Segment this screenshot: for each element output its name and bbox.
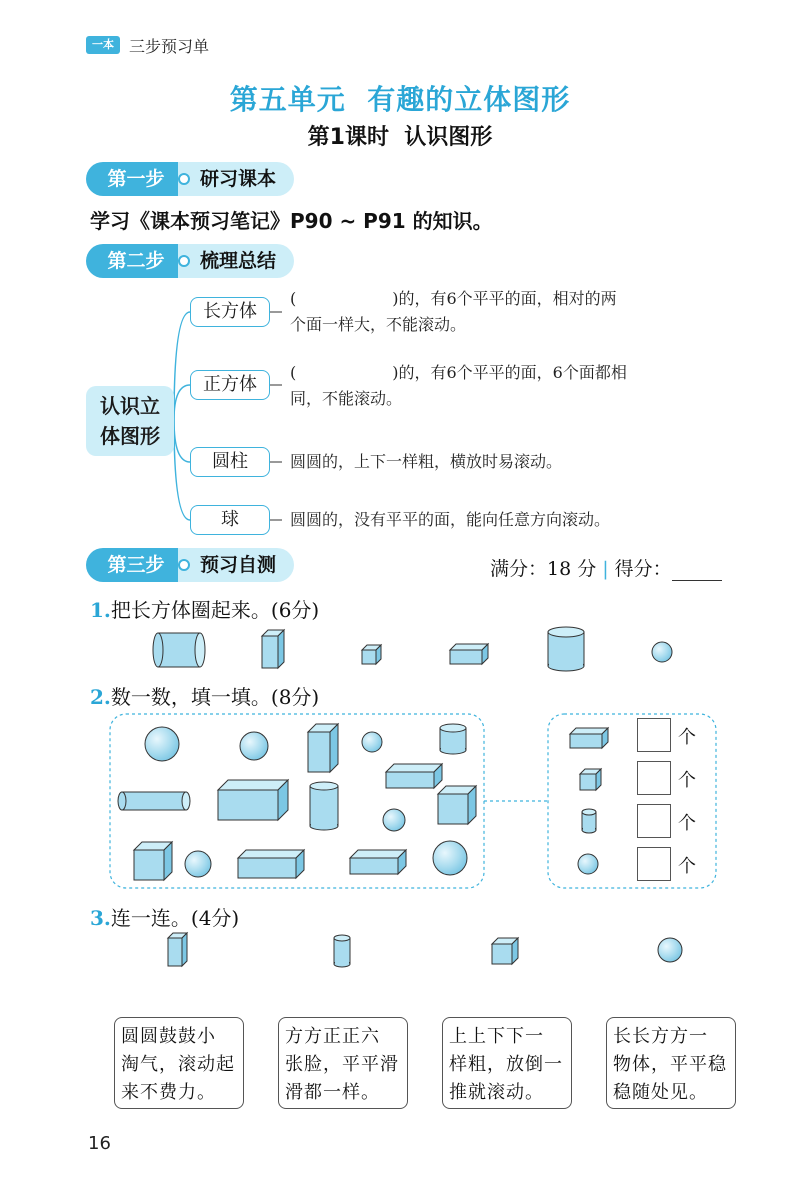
q3-title: 3.连一连。(4分) bbox=[90, 906, 240, 930]
study-instruction: 学习《课本预习笔记》P90 ~ P91 的知识。 bbox=[90, 209, 493, 233]
lesson-title: 第1课时 认识图形 bbox=[307, 125, 493, 150]
q1-cylinder-upright[interactable] bbox=[548, 627, 584, 671]
count-cylinder-input[interactable] bbox=[637, 804, 671, 838]
node-sphere: 球 bbox=[190, 505, 270, 535]
q1-cuboid-tall[interactable] bbox=[262, 630, 284, 668]
q3-cuboid-tall[interactable] bbox=[168, 933, 187, 966]
node-cuboid-desc: ( )的，有6个平平的面，相对的两 个面一样大，不能滚动。 bbox=[290, 289, 617, 334]
step1-name: 研习课本 bbox=[178, 162, 294, 196]
step1-tag: 第一步 bbox=[86, 162, 186, 196]
q1-cylinder-horizontal[interactable] bbox=[153, 633, 205, 667]
q3-sphere[interactable] bbox=[658, 938, 682, 962]
q2-title: 2.数一数，填一填。(8分) bbox=[90, 685, 320, 709]
q2-cuboid-flat bbox=[386, 764, 442, 788]
q2-sphere bbox=[185, 851, 211, 877]
node-sphere-desc: 圆圆的，没有平平的面，能向任意方向滚动。 bbox=[290, 510, 611, 529]
q2-cuboid-long bbox=[238, 850, 304, 878]
legend-sphere bbox=[578, 854, 598, 874]
step-dot-icon bbox=[178, 173, 190, 185]
step3-tag: 第三步 bbox=[86, 548, 186, 582]
q2-cuboid-tall bbox=[308, 724, 338, 772]
unit-label: 个 bbox=[678, 856, 696, 877]
node-cube-desc: ( )的，有6个平平的面，6个面都相 同，不能滚动。 bbox=[290, 363, 627, 408]
unit-label: 个 bbox=[678, 770, 696, 791]
rhyme-card-cuboid[interactable]: 长长方方一 物体，平平稳 稳随处见。 bbox=[606, 1017, 736, 1109]
node-cuboid: 长方体 bbox=[190, 297, 270, 327]
rhyme-card-cylinder[interactable]: 上上下下一 样粗，放倒一 推就滚动。 bbox=[442, 1017, 572, 1109]
q2-sphere bbox=[145, 727, 179, 761]
q2-cuboid-flat bbox=[350, 850, 406, 874]
q2-cuboid-large bbox=[218, 780, 288, 820]
got-score-label: 得分： bbox=[614, 558, 672, 580]
q1-sphere[interactable] bbox=[652, 642, 672, 662]
q1-title: 1.把长方体圈起来。(6分) bbox=[90, 598, 320, 622]
q2-cylinder bbox=[440, 724, 466, 754]
step-dot-icon bbox=[178, 559, 190, 571]
rhyme-card-sphere[interactable]: 圆圆鼓鼓小 淘气，滚动起 来不费力。 bbox=[114, 1017, 244, 1109]
legend-cube bbox=[580, 769, 601, 790]
brand-badge: 一本 bbox=[86, 36, 120, 54]
q3-cube[interactable] bbox=[492, 938, 518, 964]
full-score: 满分：18 分 bbox=[490, 558, 597, 580]
step3-name: 预习自测 bbox=[178, 548, 294, 582]
node-cylinder: 圆柱 bbox=[190, 447, 270, 477]
root-line2: 体图形 bbox=[100, 424, 160, 448]
root-line1: 认识立 bbox=[100, 394, 160, 418]
q3-cylinder[interactable] bbox=[334, 935, 350, 967]
node-cylinder-desc: 圆圆的，上下一样粗，横放时易滚动。 bbox=[290, 452, 563, 471]
q2-cylinder-horizontal bbox=[118, 792, 190, 810]
q3-shapes bbox=[140, 928, 700, 974]
count-sphere-input[interactable] bbox=[637, 847, 671, 881]
q2-sphere bbox=[433, 841, 467, 875]
legend-cuboid bbox=[570, 728, 608, 748]
page-number: 16 bbox=[88, 1133, 111, 1154]
q1-shapes bbox=[140, 622, 700, 672]
unit-label: 个 bbox=[678, 813, 696, 834]
rhyme-card-cube[interactable]: 方方正正六 张脸，平平滑 滑都一样。 bbox=[278, 1017, 408, 1109]
score-blank[interactable] bbox=[672, 562, 722, 581]
step-dot-icon bbox=[178, 255, 190, 267]
step2-tag: 第二步 bbox=[86, 244, 186, 278]
unit-label: 个 bbox=[678, 727, 696, 748]
score-area: 满分：18 分 | 得分： bbox=[490, 554, 722, 581]
unit-title: 第五单元 有趣的立体图形 bbox=[229, 83, 571, 116]
q2-sphere bbox=[362, 732, 382, 752]
q2-figure bbox=[108, 712, 718, 890]
mindmap-root bbox=[86, 386, 174, 456]
step2-name: 梳理总结 bbox=[178, 244, 294, 278]
q2-cylinder bbox=[310, 782, 338, 830]
q2-cube bbox=[134, 842, 172, 880]
q2-sphere bbox=[240, 732, 268, 760]
series-title: 三步预习单 bbox=[129, 37, 210, 56]
node-cube: 正方体 bbox=[190, 370, 270, 400]
q1-cube-small[interactable] bbox=[362, 645, 381, 664]
q2-cube bbox=[438, 786, 476, 824]
q2-sphere bbox=[383, 809, 405, 831]
count-cube-input[interactable] bbox=[637, 761, 671, 795]
count-cuboid-input[interactable] bbox=[637, 718, 671, 752]
legend-cylinder bbox=[582, 809, 596, 833]
q1-cuboid-flat[interactable] bbox=[450, 644, 488, 664]
